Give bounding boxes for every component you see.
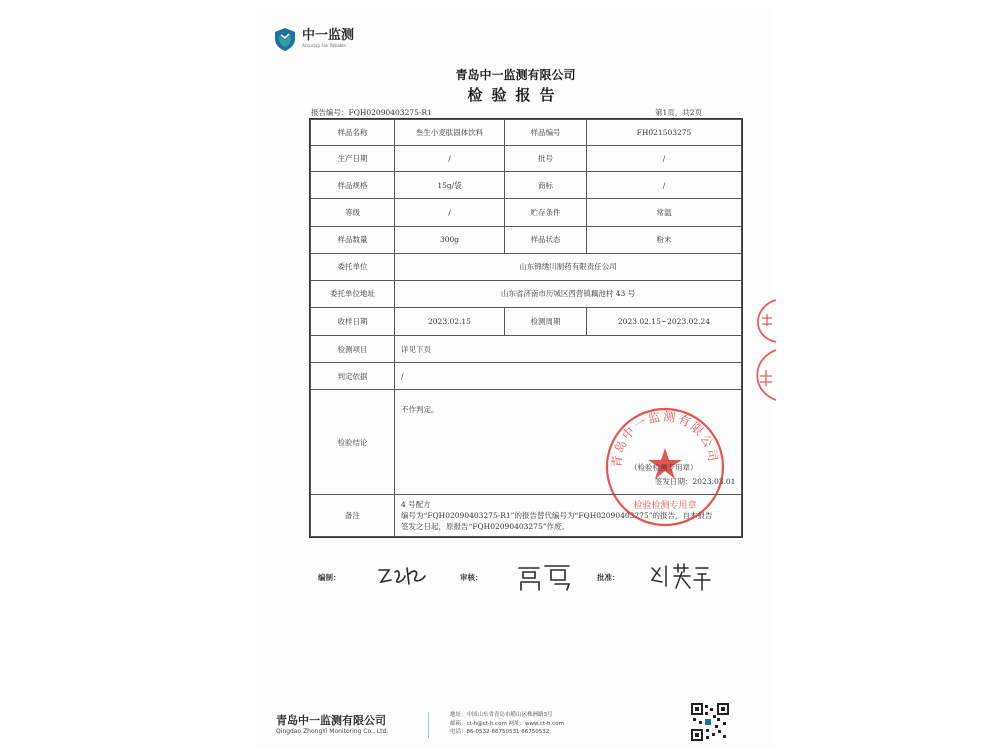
issue-date: 签发日期：2023.03.01	[655, 477, 736, 486]
items-label: 检测项目	[311, 336, 395, 363]
reviewer-label: 审核：	[460, 573, 483, 582]
editor-signature-icon	[375, 562, 435, 592]
sample-name-value: 叁生小麦肽固体饮料	[395, 120, 505, 146]
qty-label: 样品数量	[311, 226, 395, 253]
client-label: 委托单位	[311, 253, 395, 280]
state-value: 粉末	[587, 226, 742, 253]
footer-company: 青岛中一监测有限公司	[276, 714, 386, 727]
remark-line-3: 签发之日起，原报告“FQH02090403275”作废。	[401, 521, 570, 531]
company-title: 青岛中一监测有限公司	[455, 68, 576, 82]
footer-address: 地址：中国山东省青岛市崂山区株洲路3号	[450, 712, 553, 718]
period-label: 检测周期	[505, 307, 587, 335]
grade-label: 等级	[311, 199, 395, 226]
batch-value: /	[587, 146, 742, 172]
footer-phone: 电话：86-0532-66750531 66750532	[450, 729, 550, 735]
approver-label: 批准：	[597, 573, 620, 582]
sample-no-value: FH021503275	[587, 120, 742, 146]
brand-label: 商标	[505, 172, 587, 199]
state-label: 样品状态	[505, 226, 587, 253]
seal-note: （检验检测专用章）	[630, 463, 698, 472]
storage-value: 常温	[587, 199, 742, 226]
report-number: 报告编号：FQH02090403275-R1	[311, 108, 432, 117]
recv-date-label: 收样日期	[311, 307, 395, 335]
prod-date-label: 生产日期	[311, 146, 395, 172]
sample-name-label: 样品名称	[311, 120, 395, 146]
footer-email: 邮箱：ct-h@ct-h.com 网址：www.ct-h.com	[450, 720, 564, 727]
client-addr-label: 委托单位地址	[311, 280, 395, 307]
spec-value: 15g/袋	[395, 172, 505, 199]
logo-name: 中一监测	[302, 28, 355, 43]
page-number: 第1页，共2页	[655, 108, 703, 117]
seal-ring-text: 青岛中一监测有限公司	[609, 409, 721, 469]
client-addr-value: 山东省济南市历城区西营镇藕池村 43 号	[395, 280, 742, 307]
basis-label: 判定依据	[311, 363, 395, 390]
recv-date-value: 2023.02.15	[395, 307, 505, 335]
client-value: 山东锦绣川制药有限责任公司	[395, 253, 742, 280]
qty-value: 300g	[395, 226, 505, 253]
spec-label: 样品规格	[311, 172, 395, 199]
report-title: 检验报告	[467, 86, 564, 104]
period-value: 2023.02.15~2023.02.24	[587, 307, 742, 335]
editor-label: 编制：	[318, 573, 341, 582]
prod-date-value: /	[395, 146, 505, 172]
approver-signature-icon	[648, 562, 714, 592]
signature-row	[0, 562, 1000, 592]
storage-label: 贮存条件	[505, 199, 587, 226]
grade-value: /	[395, 199, 505, 226]
company-logo	[272, 26, 354, 52]
footer-company-en: Qingdao ZhongYi Monitoring Co., Ltd.	[276, 728, 389, 735]
items-value: 详见下页	[395, 336, 742, 363]
remark-label: 备注	[311, 494, 395, 536]
basis-value: /	[395, 363, 742, 390]
shield-logo-icon	[272, 26, 298, 52]
sample-no-label: 样品编号	[505, 120, 587, 146]
footer-contact	[450, 711, 564, 737]
seal-bottom-text: 检验检测专用章	[633, 501, 697, 511]
conclusion-value: 不作判定。	[401, 405, 439, 415]
qr-code-icon	[691, 703, 729, 741]
reviewer-signature-icon	[515, 562, 577, 592]
remark-line-2: 编号为“FQH02090403275-R1”的报告替代编号为“FQH02090403275”的报告，自本报告	[401, 510, 713, 520]
remark-line-1: 4 号配方	[401, 499, 431, 509]
conclusion-label: 检验结论	[311, 390, 395, 495]
brand-value: /	[587, 172, 742, 199]
footer-divider	[428, 712, 429, 738]
batch-label: 批号	[505, 146, 587, 172]
edge-seal-fragment	[740, 296, 780, 406]
logo-slogan: Accuracy Fair Reliable	[302, 43, 346, 48]
